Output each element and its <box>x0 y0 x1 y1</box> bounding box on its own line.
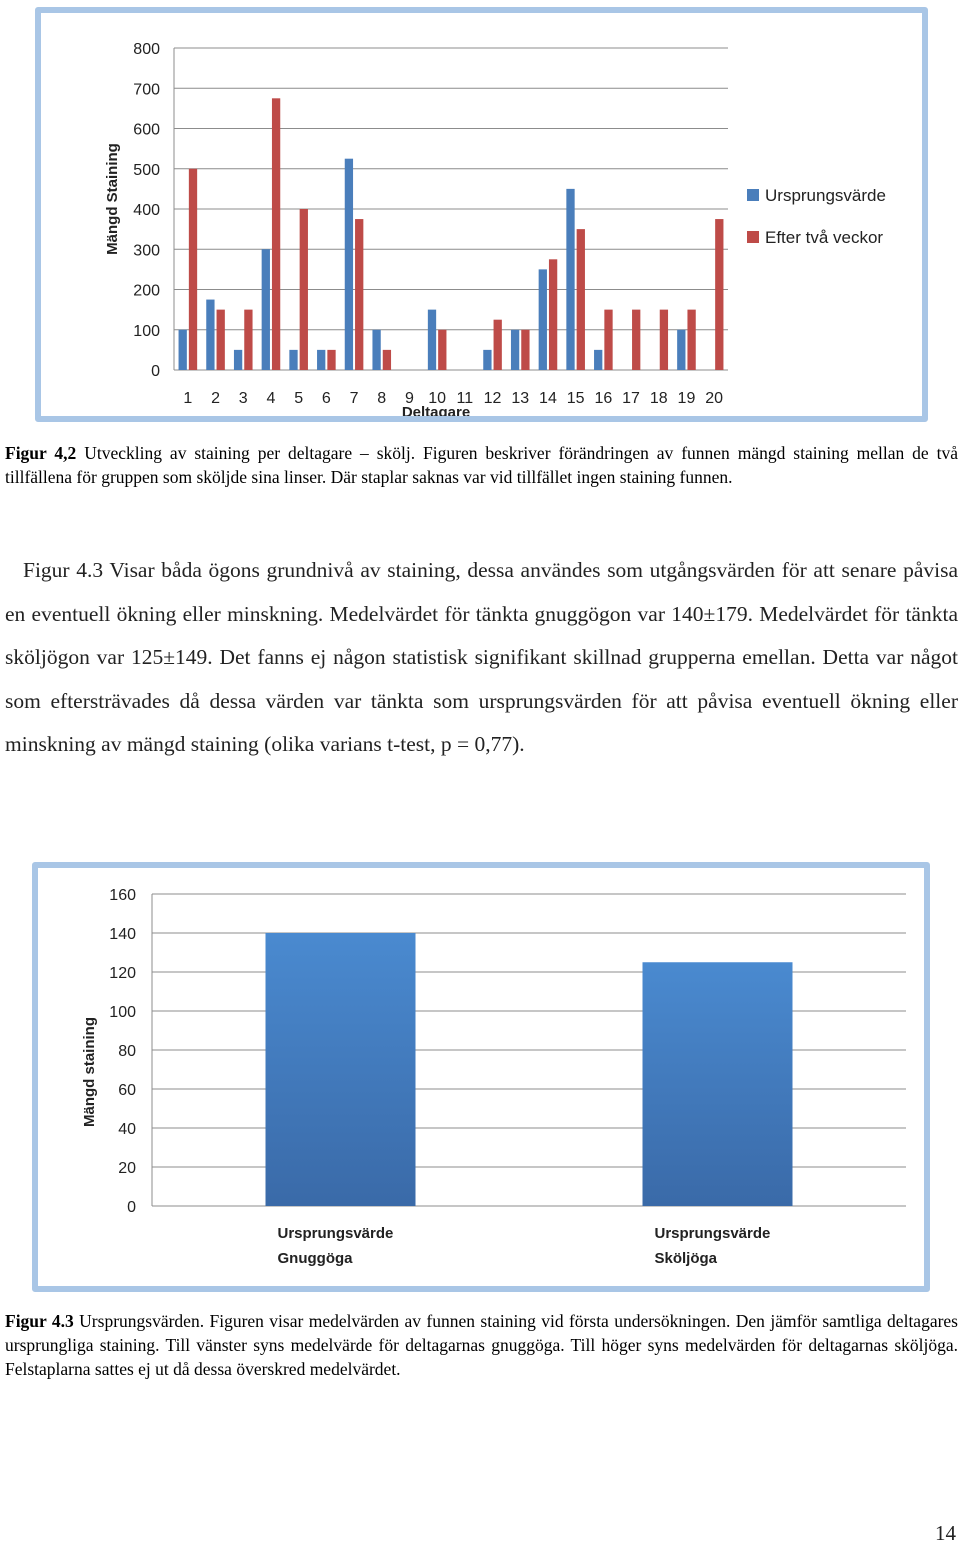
chart1-y-tick-label: 100 <box>133 322 160 340</box>
chart1-x-tick-label: 18 <box>649 390 668 407</box>
chart1-bar <box>660 310 668 370</box>
chart2-y-tick-label: 160 <box>109 887 136 904</box>
chart2-y-tick-label: 140 <box>109 926 136 943</box>
chart1-bar <box>179 330 187 370</box>
chart1-x-tick-label: 6 <box>321 390 331 407</box>
chart1-bar <box>511 330 519 370</box>
chart1-bar <box>345 159 353 370</box>
chart1-x-tick-label: 14 <box>539 390 557 407</box>
chart1-bar <box>632 310 640 370</box>
chart2-x-tick-label: Sköljöga <box>654 1250 718 1267</box>
caption2-label: Figur 4.3 <box>5 1311 74 1331</box>
chart1-svg <box>41 13 922 416</box>
chart2-y-tick-label: 100 <box>109 1004 136 1021</box>
chart1-x-tick-label: 17 <box>622 390 640 407</box>
chart1-x-tick-label: 13 <box>511 390 530 407</box>
chart1-x-tick-label: 12 <box>483 390 502 407</box>
chart1-bar <box>289 350 297 370</box>
chart2-bar <box>266 933 416 1206</box>
chart1-frame <box>35 7 928 422</box>
chart1-x-tick-label: 10 <box>428 390 447 407</box>
chart1-x-tick-label: 19 <box>677 390 696 407</box>
chart1-y-axis-title: Mängd Staining <box>104 143 121 255</box>
chart1-bar <box>372 330 380 370</box>
chart2-x-tick-label: Gnuggöga <box>277 1250 353 1267</box>
chart1-bar <box>300 209 308 370</box>
chart1-x-tick-label: 9 <box>404 390 414 407</box>
chart1-x-tick-label: 20 <box>705 390 724 407</box>
page-number: 14 <box>935 1521 956 1545</box>
chart1-bar <box>428 310 436 370</box>
chart1-bar <box>234 350 242 370</box>
chart1-bar <box>604 310 612 370</box>
chart1-bar <box>687 310 695 370</box>
chart2-y-tick-label: 80 <box>118 1043 136 1060</box>
chart1-y-tick-label: 200 <box>133 282 160 300</box>
chart1-legend-swatch <box>747 189 759 201</box>
chart1-y-tick-label: 800 <box>133 41 160 58</box>
caption1-label: Figur 4,2 <box>5 443 77 463</box>
chart1-x-tick-label: 4 <box>266 390 276 407</box>
chart2-y-tick-label: 120 <box>109 965 136 982</box>
body-paragraph-text: Figur 4.3 Visar båda ögons grundnivå av staining, dessa användes som utgångsvärden för att senare påvisa en eventuell ökning eller minskning. Medelvärdet för tänkta gnuggögon var 140±179. Medelvärdet för tänkta sköljögon var 125±149. Det fanns ej någon statistisk signifikant skillnad grupperna emellan. Detta var något som eftersträvades då dessa värden var tänkta som ursprungsvärden för att påvisa eventuell ökning eller minskning av mängd staining (olika varians t-test, p = 0,77). <box>5 558 958 756</box>
chart1-x-tick-label: 7 <box>349 390 359 407</box>
chart1-bar <box>594 350 602 370</box>
chart1-x-tick-label: 15 <box>566 390 585 407</box>
chart2-x-tick-label: Ursprungsvärde <box>654 1225 771 1242</box>
chart2-x-tick-label: Ursprungsvärde <box>277 1225 394 1242</box>
chart1-bar <box>549 259 557 370</box>
chart1-bar <box>217 310 225 370</box>
chart1-x-tick-label: 1 <box>183 390 193 407</box>
chart1-bar <box>327 350 335 370</box>
chart2-y-axis-title: Mängd staining <box>81 1017 98 1127</box>
chart1-x-tick-label: 3 <box>238 390 248 407</box>
chart1-bar <box>715 219 723 370</box>
chart1-legend-label: Ursprungsvärde <box>765 186 886 205</box>
chart1-bar <box>383 350 391 370</box>
caption2-text: Ursprungsvärden. Figuren visar medelvärden av funnen staining vid första undersökningen. Den jämför samtliga deltagares ursprungliga staining. Till vänster syns medelvärde för deltagarnas gnuggöga. Till höger syns medelvärden för deltagarnas sköljöga. Felstaplarna sattes ej ut då dessa överskred medelvärdet. <box>5 1311 958 1379</box>
chart1-y-tick-label: 400 <box>133 202 160 219</box>
chart2-y-tick-label: 0 <box>127 1199 136 1216</box>
chart1-bar <box>206 300 214 370</box>
chart1-bar <box>189 169 197 370</box>
chart2-bar <box>643 962 793 1206</box>
chart1-y-tick-label: 0 <box>151 363 160 380</box>
chart1-bar <box>677 330 685 370</box>
chart1-bar <box>244 310 252 370</box>
chart2-y-tick-label: 20 <box>118 1160 136 1177</box>
chart1-bar <box>262 249 270 370</box>
chart2-y-tick-label: 60 <box>118 1082 136 1099</box>
chart1-x-tick-label: 2 <box>211 390 221 407</box>
chart1-bar <box>494 320 502 370</box>
chart1-x-tick-label: 5 <box>294 390 304 407</box>
chart1-bar <box>539 269 547 370</box>
chart1-y-tick-label: 300 <box>133 242 160 260</box>
chart1-legend-swatch <box>747 231 759 243</box>
chart1-bar <box>355 219 363 370</box>
chart1-x-axis-title: Deltagare <box>401 404 471 416</box>
body-paragraph <box>5 549 958 767</box>
chart1-y-tick-label: 500 <box>133 161 160 179</box>
chart2-y-tick-label: 40 <box>118 1121 136 1138</box>
chart1-y-tick-label: 600 <box>133 121 160 139</box>
chart1-bar <box>566 189 574 370</box>
chart1-bar <box>317 350 325 370</box>
chart2-svg <box>38 868 924 1286</box>
caption1-text: Utveckling av staining per deltagare – skölj. Figuren beskriver förändringen av funnen mängd staining mellan de två tillfällena för gruppen som sköljde sina linser. Där staplar saknas var vid tillfället ingen staining funnen. <box>5 443 959 487</box>
chart1-bar <box>483 350 491 370</box>
chart1-bar <box>577 229 585 370</box>
chart1-x-tick-label: 16 <box>594 390 613 407</box>
chart1-bar <box>272 98 280 370</box>
chart1-bar <box>521 330 529 370</box>
chart1-bar <box>438 330 446 370</box>
figure-4-2-caption <box>5 441 958 489</box>
chart1-x-tick-label: 11 <box>456 390 474 407</box>
chart1-legend-label: Efter två veckor <box>765 228 884 247</box>
chart1-y-tick-label: 700 <box>133 81 160 99</box>
figure-4-3-caption <box>5 1309 958 1381</box>
chart2-frame <box>32 862 930 1292</box>
chart1-x-tick-label: 8 <box>377 390 387 407</box>
